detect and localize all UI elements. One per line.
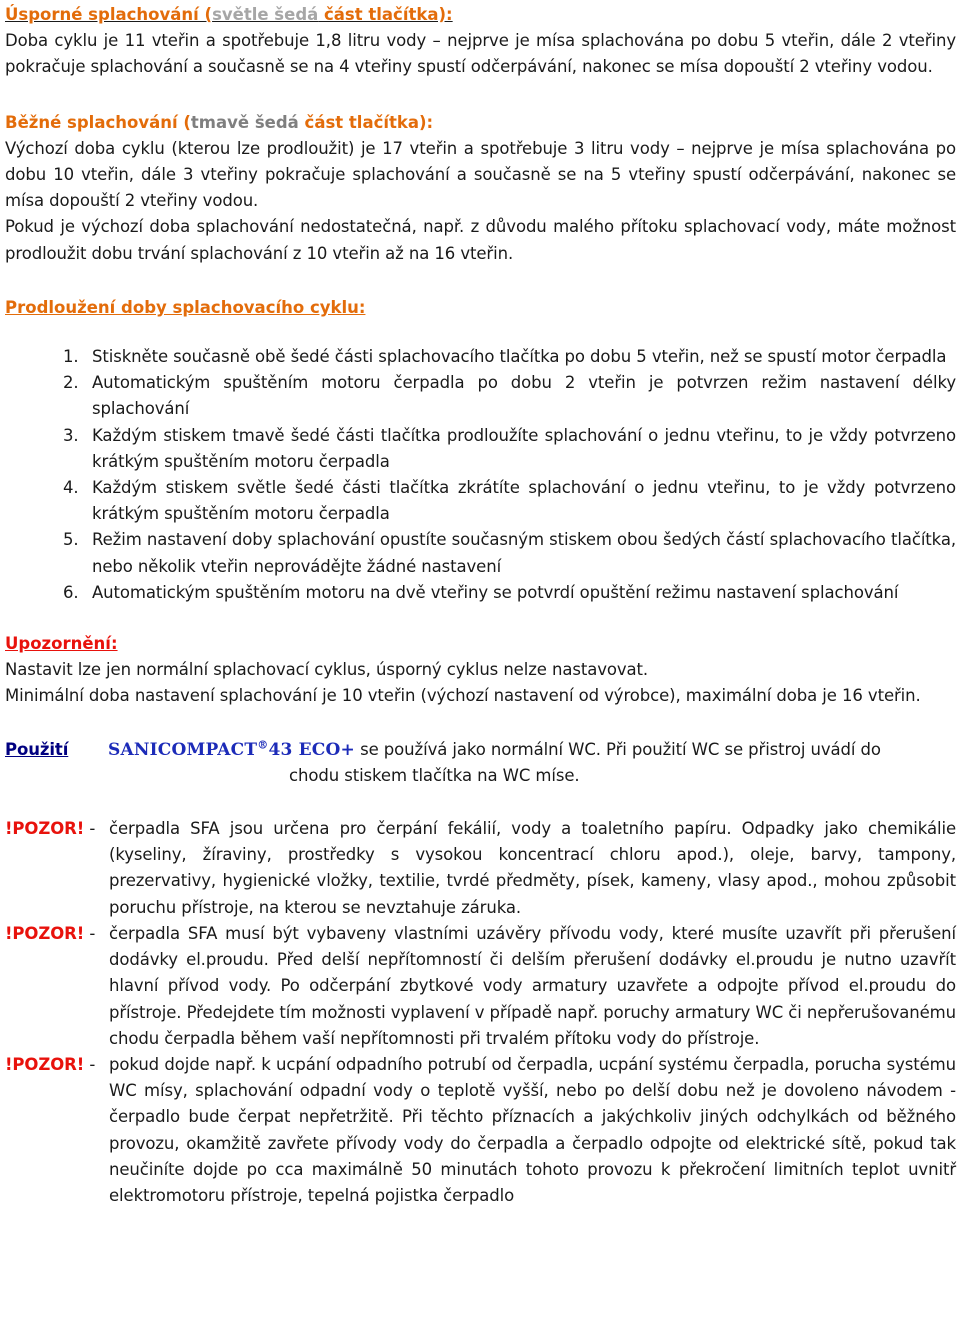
step-text: Každým stiskem světle šedé části tlačítka zkrátíte splachování o jednu vteřinu, to je vždy potvrzeno krátkým spuštěním motoru čerpadla	[92, 478, 956, 524]
normal-heading-c: část tlačítka):	[298, 112, 434, 132]
step-number: 5.	[63, 530, 79, 550]
warning-heading: Upozornění:	[5, 634, 118, 654]
usage-label: Použití	[5, 739, 69, 759]
normal-heading-b: tmavě šedá	[190, 112, 299, 132]
econ-heading-c: část tlačítka):	[318, 5, 453, 24]
product-brand	[108, 740, 355, 760]
caution-dash: -	[84, 923, 96, 943]
caution-tag	[5, 816, 95, 842]
step-text: Stiskněte současně obě šedé části splachovacího tlačítka po dobu 5 vteřin, než se spustí motor čerpadla	[92, 347, 947, 367]
usage-text	[5, 737, 956, 789]
step-number: 4.	[63, 478, 79, 498]
document-page	[5, 2, 956, 1209]
caution-dash: -	[84, 819, 96, 839]
list-item	[5, 423, 956, 475]
caution-text: pokud dojde např. k ucpání odpadního potrubí od čerpadla, ucpání systému čerpadla, porucha systému WC mísy, splachování odpadní vody o teplotě vyšší, nebo po delší dobu než je dovoleno návodem - čerpadlo bude čerpat nepřetržitě. Při těchto příznacích a jakýchkoliv jiných odchylkách od běžného provozu, okamžitě zavřete přívody vody do čerpadla a čerpadlo odpojte od elektrické sítě, pokud tak neučiníte dojde po cca maximálně 50 minutách tohoto provozu k překročení limitních teplot uvnitř elektromotoru přístroje, tepelná pojistka čerpadlo	[109, 1054, 956, 1205]
list-item	[5, 580, 956, 606]
extend-heading: Prodloužení doby splachovacího cyklu:	[5, 297, 366, 317]
econ-heading-b: světle šedá	[212, 5, 319, 24]
list-item	[5, 370, 956, 422]
step-text: Automatickým spuštěním motoru čerpadla po dobu 2 vteřin je potvrzen režim nastavení délky splachování	[92, 373, 956, 419]
normal-heading	[5, 110, 956, 136]
list-item	[5, 527, 956, 579]
caution-block	[5, 1052, 956, 1209]
step-number: 6.	[63, 582, 79, 602]
normal-body: Výchozí doba cyklu (kterou lze prodloužit) je 17 vteřin a spotřebuje 3 litru vody – nejprve je mísa splachována po dobu 10 vteřin, dále 3 vteřiny pokračuje splachování a současně se na 5 vteřiny spustí odčerpávání, nakonec se mísa dopouští 2 vteřiny vodou.	[5, 138, 956, 211]
registered-mark: ®	[257, 738, 269, 752]
usage-row	[5, 737, 956, 789]
step-number: 2.	[63, 373, 79, 393]
brand-model: 43 ECO+	[268, 739, 355, 760]
caution-block	[5, 921, 956, 1052]
normal-note: Pokud je výchozí doba splachování nedostatečná, např. z důvodu malého přítoku splachovací vody, máte možnost prodloužit dobu trvání splachování z 10 vteřin až na 16 vteřin.	[5, 217, 956, 263]
usage-text-1: se používá jako normální WC. Při použití WC se přistroj uvádí do	[354, 739, 881, 759]
econ-heading-a: Úsporné splachování (	[5, 5, 213, 24]
step-number: 1.	[63, 347, 79, 367]
normal-heading-a: Běžné splachování (	[5, 112, 191, 132]
extend-steps	[5, 344, 956, 606]
econ-heading	[5, 2, 956, 28]
step-text: Režim nastavení doby splachování opustíte současným stiskem obou šedých částí splachovacího tlačítka, nebo několik vteřin neprovádějte žádné nastavení	[92, 530, 956, 576]
list-item	[5, 475, 956, 527]
caution-tag	[5, 1052, 95, 1078]
econ-body: Doba cyklu je 11 vteřin a spotřebuje 1,8 litru vody – nejprve je mísa splachována po dobu 5 vteřin, dále 2 vteřiny pokračuje splachování a současně se na 4 vteřiny spustí odčerpávání, nakonec se mísa dopouští 2 vteřiny vodou.	[5, 31, 956, 77]
step-number: 3.	[63, 425, 79, 445]
caution-tag	[5, 921, 95, 947]
caution-text: čerpadla SFA jsou určena pro čerpání fekálií, vody a toaletního papíru. Odpadky jako chemikálie (kyseliny, žíraviny, prostředky s vysokou koncentrací chloru apod.), oleje, barvy, tampony, prezervativy, hygienické vložky, textilie, tvrdé předměty, písek, kameny, vlasy apod., mohou způsobit poruchu přístroje, na kterou se nevztahuje záruka.	[109, 819, 956, 917]
caution-tag-text: !POZOR!	[5, 923, 85, 943]
caution-tag-text: !POZOR!	[5, 819, 85, 839]
brand-name: SANICOMPACT	[108, 739, 258, 760]
caution-block	[5, 816, 956, 921]
usage-text-2: chodu stiskem tlačítka na WC míse.	[289, 765, 580, 785]
caution-tag-text: !POZOR!	[5, 1054, 85, 1074]
caution-dash: -	[84, 1054, 96, 1074]
warning-line-1: Nastavit lze jen normální splachovací cyklus, úsporný cyklus nelze nastavovat.	[5, 660, 649, 680]
step-text: Automatickým spuštěním motoru na dvě vteřiny se potvrdí opuštění režimu nastavení splachování	[92, 582, 899, 602]
list-item	[5, 344, 956, 370]
step-text: Každým stiskem tmavě šedé části tlačítka prodloužíte splachování o jednu vteřinu, to je vždy potvrzeno krátkým spuštěním motoru čerpadla	[92, 425, 956, 471]
caution-text: čerpadla SFA musí být vybaveny vlastními uzávěry přívodu vody, které musíte uzavřít při přerušení dodávky el.proudu. Před delší nepřítomností či delším přerušení dodávky el.proudu je nutno uzavřít hlavní přívod vody. Po odčerpání zbytkové vody armatury uzavřete a odpojte přívod el.proudu do přístroje. Předejdete tím možnosti vyplavení v případě např. poruchy armatury WC či nepřerušovanému chodu čerpadla během vaší nepřítomnosti při trvalém přítoku vody do přístroje.	[109, 923, 956, 1048]
warning-line-2: Minimální doba nastavení splachování je 10 vteřin (výchozí nastavení od výrobce), maximální doba je 16 vteřin.	[5, 686, 921, 706]
